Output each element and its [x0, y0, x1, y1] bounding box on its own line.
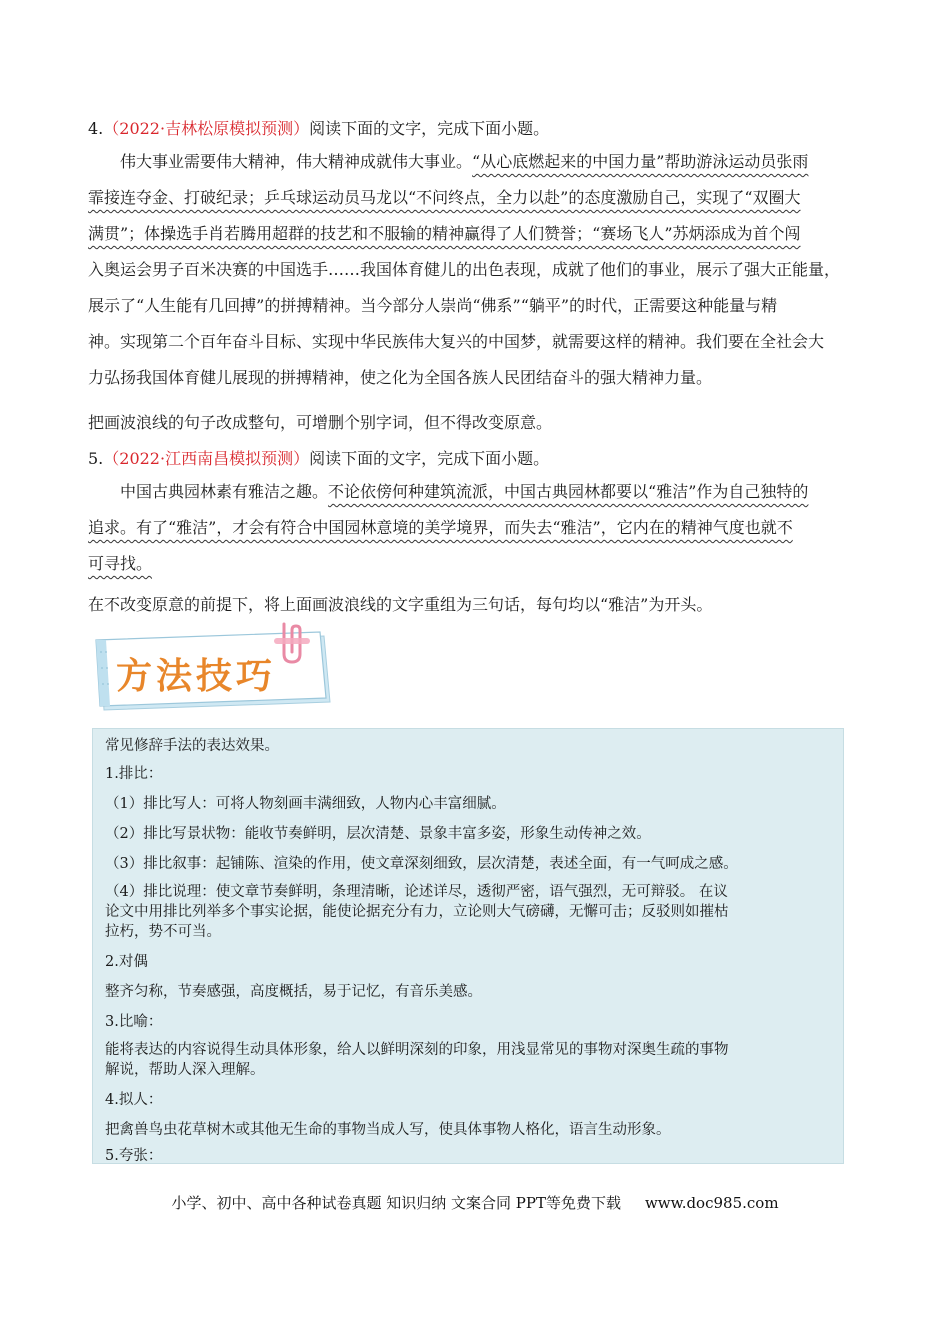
question-number: 4.	[88, 119, 104, 138]
footer-text: 小学、初中、高中各种试卷真题 知识归纳 文案合同 PPT等免费下载	[171, 1194, 621, 1212]
question-number: 5.	[88, 449, 104, 468]
question-4-task: 把画波浪线的句子改成整句，可增删个别字词，但不得改变原意。	[88, 413, 553, 432]
tips-section-title: 2.对偶	[105, 954, 148, 970]
passage-text: 展示了“人生能有几回搏”的拼搏精神。当今部分人崇尚“佛系”“躺平”的时代，正需要这种能量与精	[88, 296, 778, 315]
paperclip-icon	[272, 620, 312, 666]
passage-line	[88, 292, 858, 328]
passage-line	[88, 184, 858, 220]
question-instruction: 阅读下面的文字，完成下面小题。	[309, 119, 550, 138]
passage-line	[88, 220, 858, 256]
tips-item-continued: 拉朽，势不可当。	[105, 924, 221, 940]
passage-text: 入奥运会男子百米决赛的中国选手……我国体育健儿的出色表现，成就了他们的事业，展示了强大正能量，	[88, 260, 841, 279]
footer-url-link[interactable]: www.doc985.com	[644, 1194, 779, 1212]
wavy-underlined-text: 霏接连夺金、打破纪录；乒乓球运动员马龙以“不问终点，全力以赴”的态度激励自己，实现了“双圈大	[88, 188, 801, 207]
passage-text: 中国古典园林素有雅洁之趣。	[120, 482, 329, 501]
tips-intro: 常见修辞手法的表达效果。	[105, 738, 279, 754]
question-4-heading	[88, 116, 549, 139]
passage-line	[88, 256, 858, 292]
question-4-passage	[88, 148, 858, 400]
passage-line	[88, 550, 858, 586]
wavy-underlined-text: 满贯”；体操选手肖若腾用超群的技艺和不服输的精神赢得了人们赞誉；“赛场飞人”苏炳添成为首个闯	[88, 224, 801, 243]
tips-item: （2）排比写景状物：能收节奏鲜明，层次清楚、景象丰富多姿，形象生动传神之效。	[105, 826, 651, 842]
tips-section-title: 3.比喻：	[105, 1014, 163, 1030]
tips-text: 能将表达的内容说得生动具体形象，给人以鲜明深刻的印象，用浅显常见的事物对深奥生疏的事物	[105, 1042, 729, 1058]
tips-text: 把禽兽鸟虫花草树木或其他无生命的事物当成人写，使具体事物人格化，语言生动形象。	[105, 1122, 671, 1138]
tips-item-continued: 论文中用排比列举多个事实论据，能使论据充分有力，立论则大气磅礴，无懈可击；反驳则如摧枯	[105, 904, 729, 920]
tips-text-continued: 解说，帮助人深入理解。	[105, 1062, 265, 1078]
page-footer	[0, 1192, 950, 1213]
tips-item: （4）排比说理：使文章节奏鲜明，条理清晰，论述详尽，透彻严密，语气强烈，无可辩驳。 在议	[105, 884, 728, 900]
method-tips-banner	[92, 622, 342, 714]
wavy-underlined-text: 可寻找。	[88, 554, 153, 573]
passage-line	[88, 328, 858, 364]
passage-line	[88, 148, 858, 184]
wavy-underlined-text: 不论依傍何种建筑流派，中国古典园林都要以“雅洁”作为自己独特的	[328, 482, 809, 501]
question-5-task: 在不改变原意的前提下，将上面画波浪线的文字重组为三句话，每句均以“雅洁”为开头。	[88, 595, 713, 614]
question-source: （2022·江西南昌模拟预测）	[103, 449, 310, 468]
wavy-underlined-text: 追求。有了“雅洁”，才会有符合中国园林意境的美学境界，而失去“雅洁”，它内在的精神气度也就不	[88, 518, 793, 537]
passage-text: 神。实现第二个百年奋斗目标、实现中华民族伟大复兴的中国梦，就需要这样的精神。我们要在全社会大	[88, 332, 825, 351]
tips-section-title: 1.排比：	[105, 766, 163, 782]
question-5-heading	[88, 446, 549, 469]
tips-section-title: 4.拟人：	[105, 1092, 163, 1108]
question-5-passage	[88, 478, 858, 586]
tips-text: 整齐匀称，节奏感强，高度概括，易于记忆，有音乐美感。	[105, 984, 482, 1000]
passage-text: 伟大事业需要伟大精神，伟大精神成就伟大事业。	[120, 152, 473, 171]
question-instruction: 阅读下面的文字，完成下面小题。	[309, 449, 550, 468]
wavy-underlined-text: “从心底燃起来的中国力量”帮助游泳运动员张雨	[472, 152, 809, 171]
passage-line	[88, 514, 858, 550]
passage-line	[88, 364, 858, 400]
passage-text: 力弘扬我国体育健儿展现的拼搏精神，使之化为全国各族人民团结奋斗的强大精神力量。	[88, 368, 713, 387]
banner-title: 方法技巧	[116, 656, 277, 697]
question-source: （2022·吉林松原模拟预测）	[103, 119, 310, 138]
passage-line	[88, 478, 858, 514]
tips-item: （1）排比写人：可将人物刻画丰满细致，人物内心丰富细腻。	[105, 796, 506, 812]
tips-box	[92, 728, 844, 1164]
tips-section-title: 5.夸张：	[105, 1148, 163, 1164]
tips-item: （3）排比叙事：起铺陈、渲染的作用，使文章深刻细致，层次清楚，表述全面，有一气呵成之感。	[105, 856, 738, 872]
